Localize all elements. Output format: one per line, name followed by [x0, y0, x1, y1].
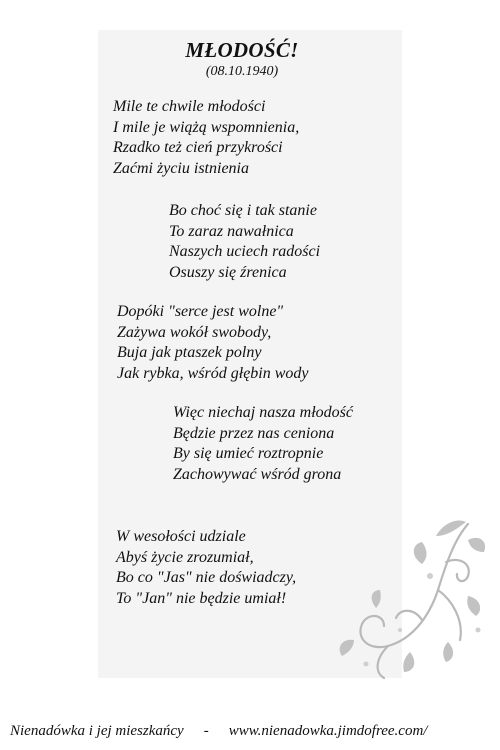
- verse-line: I mile je wiążą wspomnienia,: [113, 118, 300, 136]
- verse-line: W wesołości udziale: [116, 528, 246, 545]
- footer: [10, 721, 495, 741]
- footer-separator: -: [203, 723, 209, 739]
- poem-date: (08.10.1940): [205, 64, 279, 79]
- floral-flourish-icon: [318, 512, 490, 682]
- verse-line: Abyś życie zrozumiał,: [116, 548, 254, 566]
- verse-line: Bo co "Jas" nie doświadczy,: [116, 569, 297, 586]
- footer-url-link[interactable]: www.nienadowka.jimdofree.com/: [228, 723, 428, 739]
- verse-line: Osuszy się źrenica: [169, 263, 287, 281]
- verse-line: Naszych uciech radości: [169, 243, 321, 260]
- verse-line: Zażywa wokół swobody,: [117, 323, 272, 341]
- stanza-4: [173, 403, 353, 485]
- verse-line: Zaćmi życiu istnienia: [113, 159, 249, 177]
- stanza-2: [169, 201, 320, 283]
- verse-line: To zaraz nawałnica: [169, 222, 294, 240]
- verse-line: To "Jan" nie będzie umiał!: [116, 589, 287, 607]
- verse-line: Bo choć się i tak stanie: [169, 202, 317, 219]
- verse-line: Zachowywać wśród grona: [173, 465, 342, 483]
- stanza-3: [117, 302, 309, 384]
- verse-line: Mile te chwile młodości: [113, 98, 266, 115]
- stanza-1: [113, 97, 299, 179]
- poem-title: MŁODOŚĆ!: [185, 38, 299, 62]
- verse-line: Buja jak ptaszek polny: [117, 344, 262, 361]
- verse-line: Będzie przez nas ceniona: [173, 424, 335, 442]
- stanza-5: [116, 527, 296, 609]
- verse-line: Jak rybka, wśród głębin wody: [117, 364, 309, 382]
- verse-line: By się umieć roztropnie: [173, 445, 324, 462]
- verse-line: Dopóki "serce jest wolne": [117, 303, 284, 320]
- footer-site-name: Nienadówka i jej mieszkańcy: [10, 723, 184, 739]
- verse-line: Więc niechaj nasza młodość: [173, 404, 353, 421]
- verse-line: Rzadko też cień przykrości: [113, 139, 283, 156]
